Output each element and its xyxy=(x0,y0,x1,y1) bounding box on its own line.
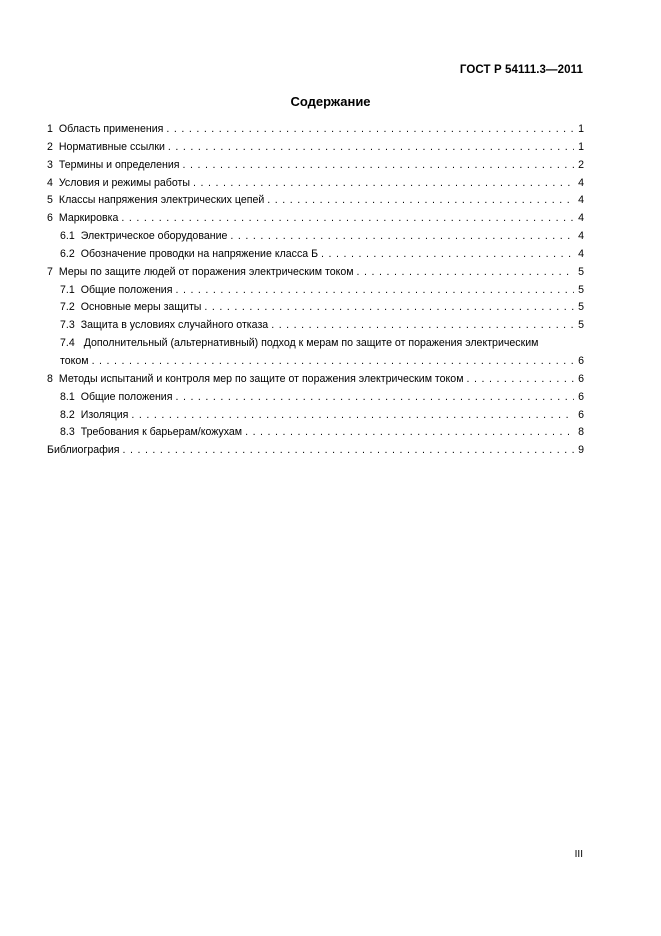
toc-entry-number: 2 xyxy=(47,140,53,153)
toc-entry-bibliography[interactable] xyxy=(47,442,584,460)
toc-leader-dots xyxy=(131,407,574,425)
toc-entry-page: 5 xyxy=(578,319,584,332)
toc-entry-number: 7.4 xyxy=(60,337,75,350)
toc-leader-dots xyxy=(321,246,574,264)
toc-entry-number: 6 xyxy=(47,212,53,225)
toc-entry-text: Классы напряжения электрических цепей xyxy=(58,194,265,207)
toc-entry-page: 5 xyxy=(578,301,584,314)
toc-entry-page: 9 xyxy=(578,444,584,457)
toc-entry-text-continued: током xyxy=(60,354,89,367)
toc-entry-6-2[interactable] xyxy=(47,246,584,264)
toc-leader-dots xyxy=(467,371,575,389)
toc-leader-dots xyxy=(193,175,574,193)
toc-leader-dots xyxy=(204,299,574,317)
toc-entry-text: Область применения xyxy=(58,123,164,135)
toc-entry-8-3[interactable] xyxy=(47,424,584,442)
toc-entry-number: 1 xyxy=(47,123,53,135)
toc-entry-text: Методы испытаний и контроля мер по защите от поражения электрическим током xyxy=(58,372,464,385)
toc-entry-page: 1 xyxy=(578,123,584,135)
toc-entry-page: 8 xyxy=(578,426,584,439)
toc-entry-text: Общие положения xyxy=(80,390,173,403)
toc-entry-text: Обозначение проводки на напряжение класса Б xyxy=(80,247,319,260)
toc-entry-number: 7.1 xyxy=(60,283,75,296)
toc-entry-page: 4 xyxy=(578,230,584,243)
toc-entry-page: 4 xyxy=(578,212,584,225)
toc-entry-3[interactable] xyxy=(47,157,584,175)
toc-leader-dots xyxy=(267,192,574,210)
toc-leader-dots xyxy=(122,442,574,460)
toc-title: Содержание xyxy=(290,94,371,109)
toc-entry-7-4[interactable] xyxy=(47,335,584,371)
toc-entry-7[interactable] xyxy=(47,264,584,282)
toc-entry-number: 6.1 xyxy=(60,230,75,243)
toc-entry-page: 4 xyxy=(578,194,584,207)
toc-entry-number: 7.3 xyxy=(60,319,75,332)
table-of-contents xyxy=(47,121,584,460)
toc-entry-number: 4 xyxy=(47,176,53,189)
toc-entry-7-3[interactable] xyxy=(47,317,584,335)
toc-entry-page: 4 xyxy=(578,176,584,189)
toc-entry-8-2[interactable] xyxy=(47,407,584,425)
toc-entry-number: 3 xyxy=(47,158,53,171)
document-code: ГОСТ Р 54111.3—2011 xyxy=(459,64,583,76)
toc-entry-text: Маркировка xyxy=(58,212,119,225)
toc-entry-number: 8.3 xyxy=(60,426,75,439)
toc-entry-6-1[interactable] xyxy=(47,228,584,246)
toc-entry-page: 5 xyxy=(578,265,584,278)
toc-entry-number: 8 xyxy=(47,372,53,385)
toc-leader-dots xyxy=(92,353,574,371)
toc-entry-text: Библиография xyxy=(47,444,120,457)
toc-entry-line-1 xyxy=(60,335,584,353)
toc-entry-4[interactable] xyxy=(47,175,584,193)
toc-entry-text: Общие положения xyxy=(80,283,173,296)
toc-entry-page: 6 xyxy=(578,408,584,421)
toc-entry-number: 8.2 xyxy=(60,408,75,421)
toc-entry-2[interactable] xyxy=(47,139,584,157)
toc-entry-text: Требования к барьерам/кожухам xyxy=(80,426,243,439)
toc-entry-page: 1 xyxy=(578,140,584,153)
toc-leader-dots xyxy=(245,424,574,442)
toc-entry-text: Дополнительный (альтернативный) подход к мерам по защите от поражения электрическим xyxy=(83,337,539,350)
toc-entry-page: 5 xyxy=(578,283,584,296)
toc-leader-dots xyxy=(166,121,574,139)
toc-entry-1[interactable] xyxy=(47,121,584,139)
toc-entry-7-2[interactable] xyxy=(47,299,584,317)
toc-entry-8-1[interactable] xyxy=(47,389,584,407)
toc-entry-page: 6 xyxy=(578,372,584,385)
toc-entry-text: Условия и режимы работы xyxy=(58,176,190,189)
toc-entry-text: Термины и определения xyxy=(58,158,180,171)
toc-entry-8[interactable] xyxy=(47,371,584,389)
page-number: III xyxy=(574,849,583,860)
toc-entry-5[interactable] xyxy=(47,192,584,210)
toc-entry-text: Защита в условиях случайного отказа xyxy=(80,319,269,332)
toc-entry-page: 4 xyxy=(578,247,584,260)
toc-leader-dots xyxy=(121,210,574,228)
toc-entry-7-1[interactable] xyxy=(47,282,584,300)
toc-entry-text: Изоляция xyxy=(80,408,129,421)
toc-entry-page: 6 xyxy=(578,354,584,367)
toc-leader-dots xyxy=(357,264,574,282)
toc-entry-number: 7 xyxy=(47,265,53,278)
toc-entry-text: Меры по защите людей от поражения электрическим током xyxy=(58,265,354,278)
toc-leader-dots xyxy=(230,228,574,246)
toc-entry-6[interactable] xyxy=(47,210,584,228)
toc-entry-number: 6.2 xyxy=(60,247,75,260)
toc-entry-number: 7.2 xyxy=(60,301,75,314)
toc-leader-dots xyxy=(183,157,574,175)
toc-entry-text: Нормативные ссылки xyxy=(58,140,165,153)
toc-entry-number: 8.1 xyxy=(60,390,75,403)
toc-entry-page: 2 xyxy=(578,158,584,171)
toc-leader-dots xyxy=(271,317,574,335)
toc-entry-text: Основные меры защиты xyxy=(80,301,202,314)
toc-entry-text: Электрическое оборудование xyxy=(80,230,228,243)
toc-entry-number: 5 xyxy=(47,194,53,207)
toc-leader-dots xyxy=(175,282,574,300)
toc-leader-dots xyxy=(168,139,574,157)
toc-leader-dots xyxy=(175,389,574,407)
toc-entry-page: 6 xyxy=(578,390,584,403)
toc-entry-line-2 xyxy=(60,353,584,371)
